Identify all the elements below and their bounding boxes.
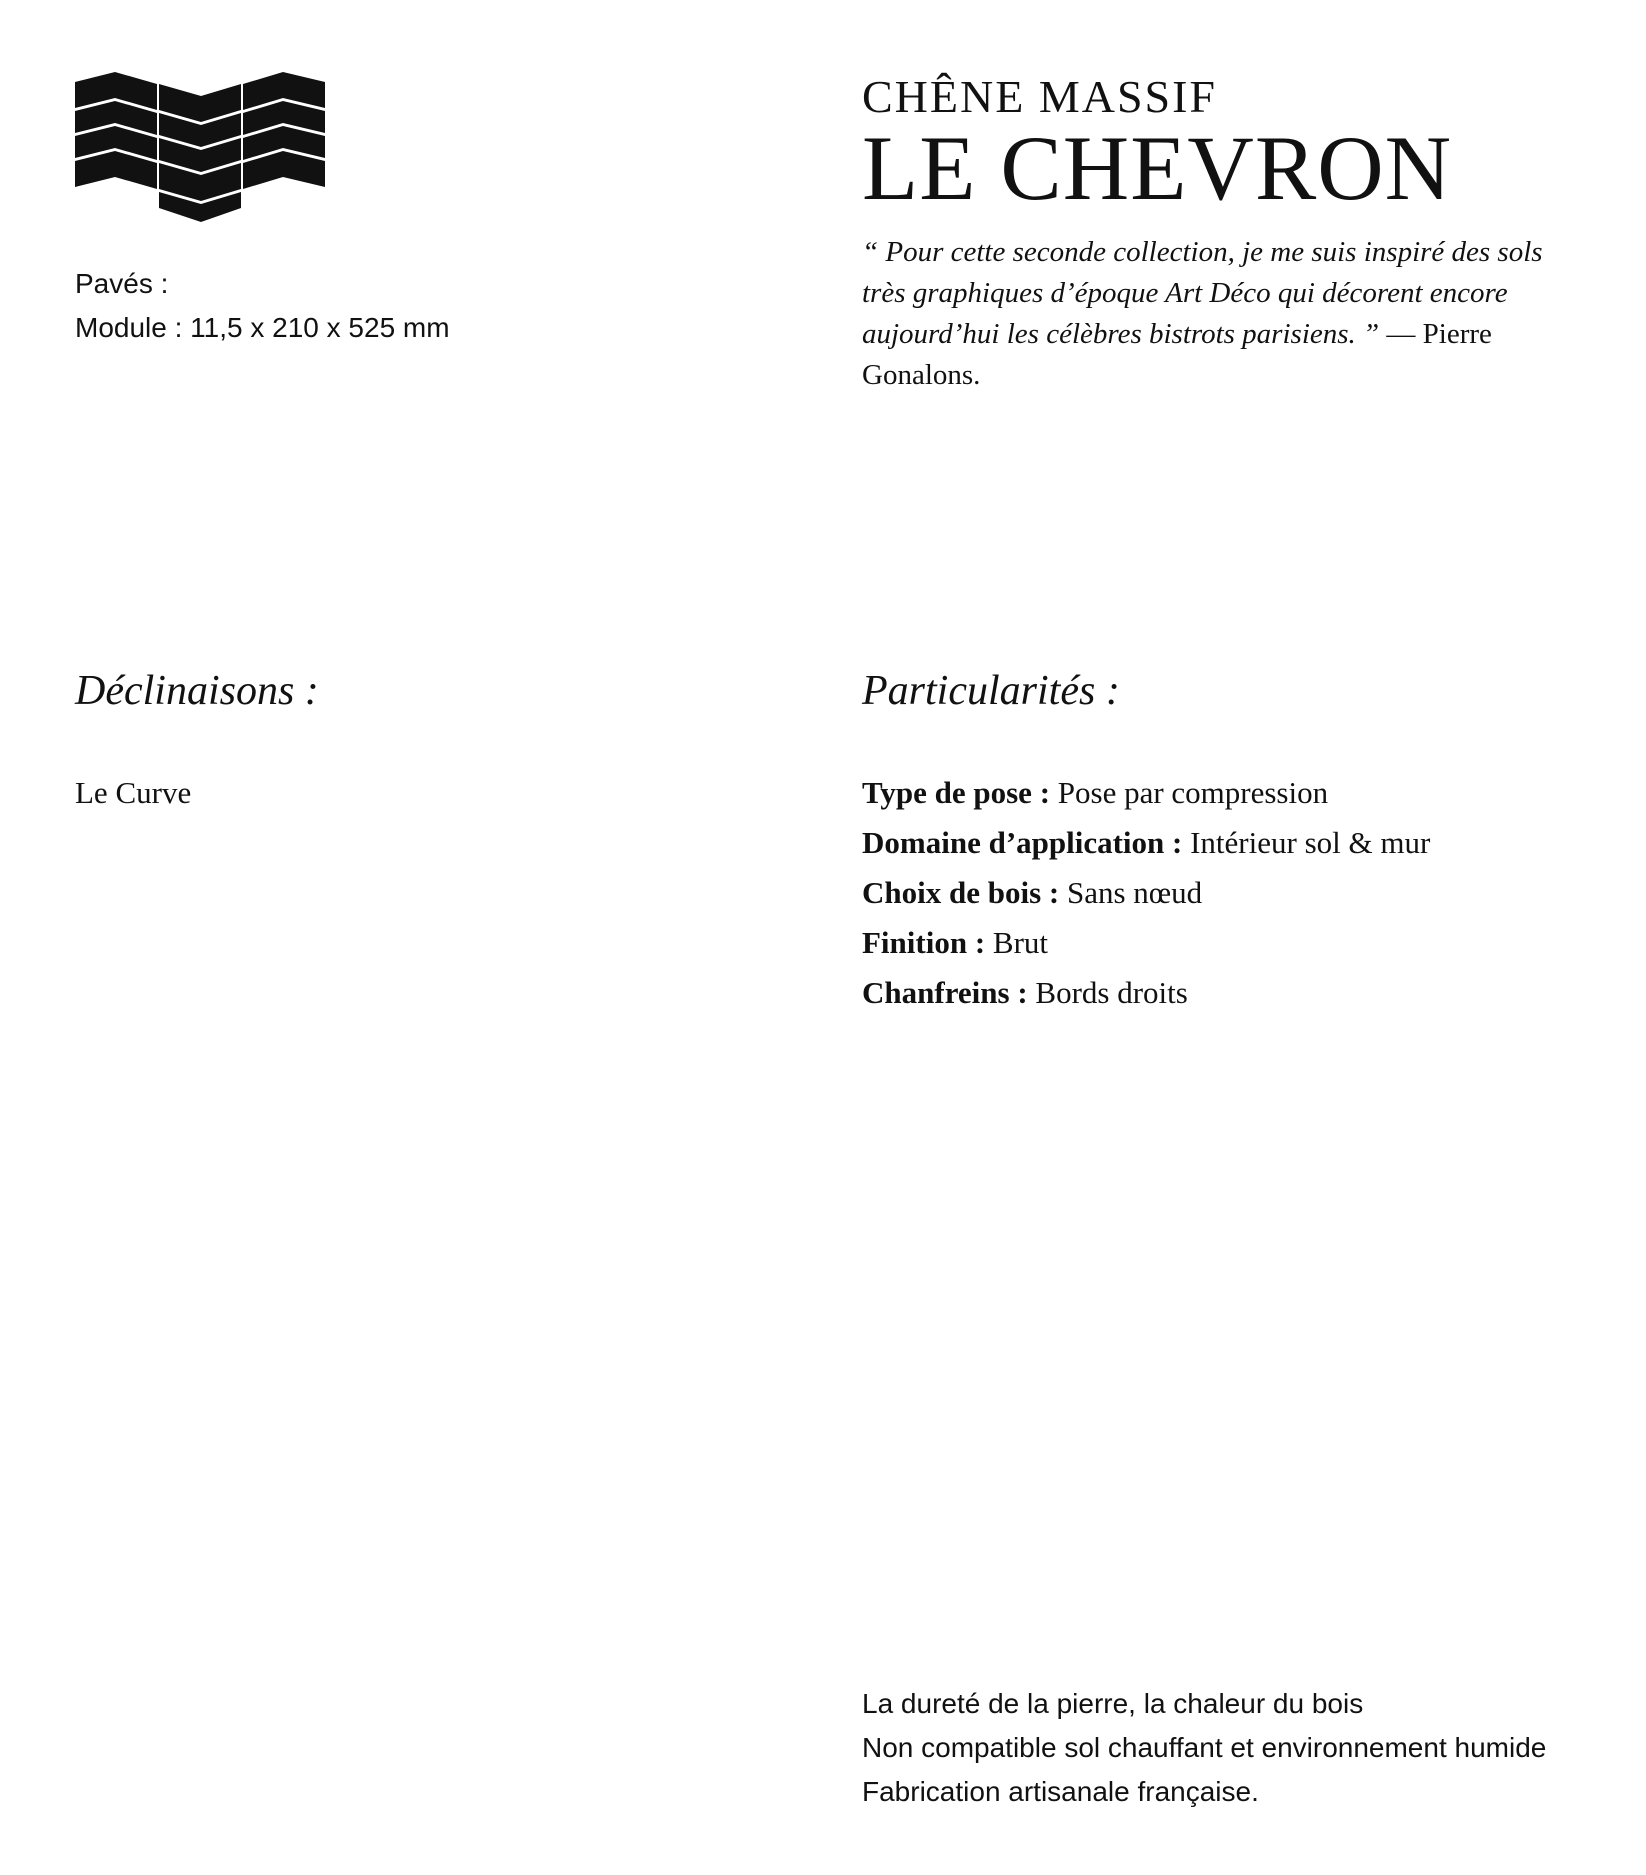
feature-row [862, 768, 1430, 818]
note-line: Fabrication artisanale française. [862, 1776, 1259, 1807]
product-title: LE CHEVRON [862, 117, 1453, 219]
feature-label: Finition : [862, 925, 986, 960]
note-line: Non compatible sol chauffant et environnement humide [862, 1732, 1547, 1763]
module-specs [75, 262, 450, 350]
feature-value: Brut [985, 925, 1049, 960]
specs-label: Pavés : [75, 268, 169, 299]
features-list [862, 768, 1430, 1018]
quote-text: “ Pour cette seconde collection, je me suis inspiré des sols très graphiques d’époque Art Déco qui décorent encore aujourd’hui les célèbres bistrots parisiens. ” [862, 236, 1543, 350]
feature-row [862, 968, 1430, 1018]
variants-heading: Déclinaisons : [75, 668, 319, 714]
feature-value: Intérieur sol & mur [1182, 825, 1431, 860]
feature-value: Bords droits [1027, 975, 1188, 1010]
feature-value: Sans nœud [1059, 875, 1203, 910]
footer-notes [862, 1682, 1546, 1814]
variant-item: Le Curve [75, 775, 192, 810]
feature-value: Pose par compression [1050, 775, 1329, 810]
feature-label: Domaine d’application : [862, 825, 1183, 860]
feature-label: Type de pose : [862, 775, 1051, 810]
designer-quote [862, 232, 1582, 396]
feature-row [862, 918, 1430, 968]
feature-label: Chanfreins : [862, 975, 1028, 1010]
product-kicker: CHÊNE MASSIF [862, 71, 1218, 122]
quote-author: — Pierre Gonalons. [862, 318, 1492, 391]
feature-row [862, 818, 1430, 868]
header [862, 71, 1622, 396]
variants-list [75, 768, 191, 818]
features-heading: Particularités : [862, 668, 1120, 714]
feature-row [862, 868, 1430, 918]
module-dimensions: Module : 11,5 x 210 x 525 mm [75, 312, 450, 343]
note-line: La dureté de la pierre, la chaleur du bois [862, 1688, 1364, 1719]
chevron-pattern-icon [75, 72, 325, 224]
feature-label: Choix de bois : [862, 875, 1060, 910]
